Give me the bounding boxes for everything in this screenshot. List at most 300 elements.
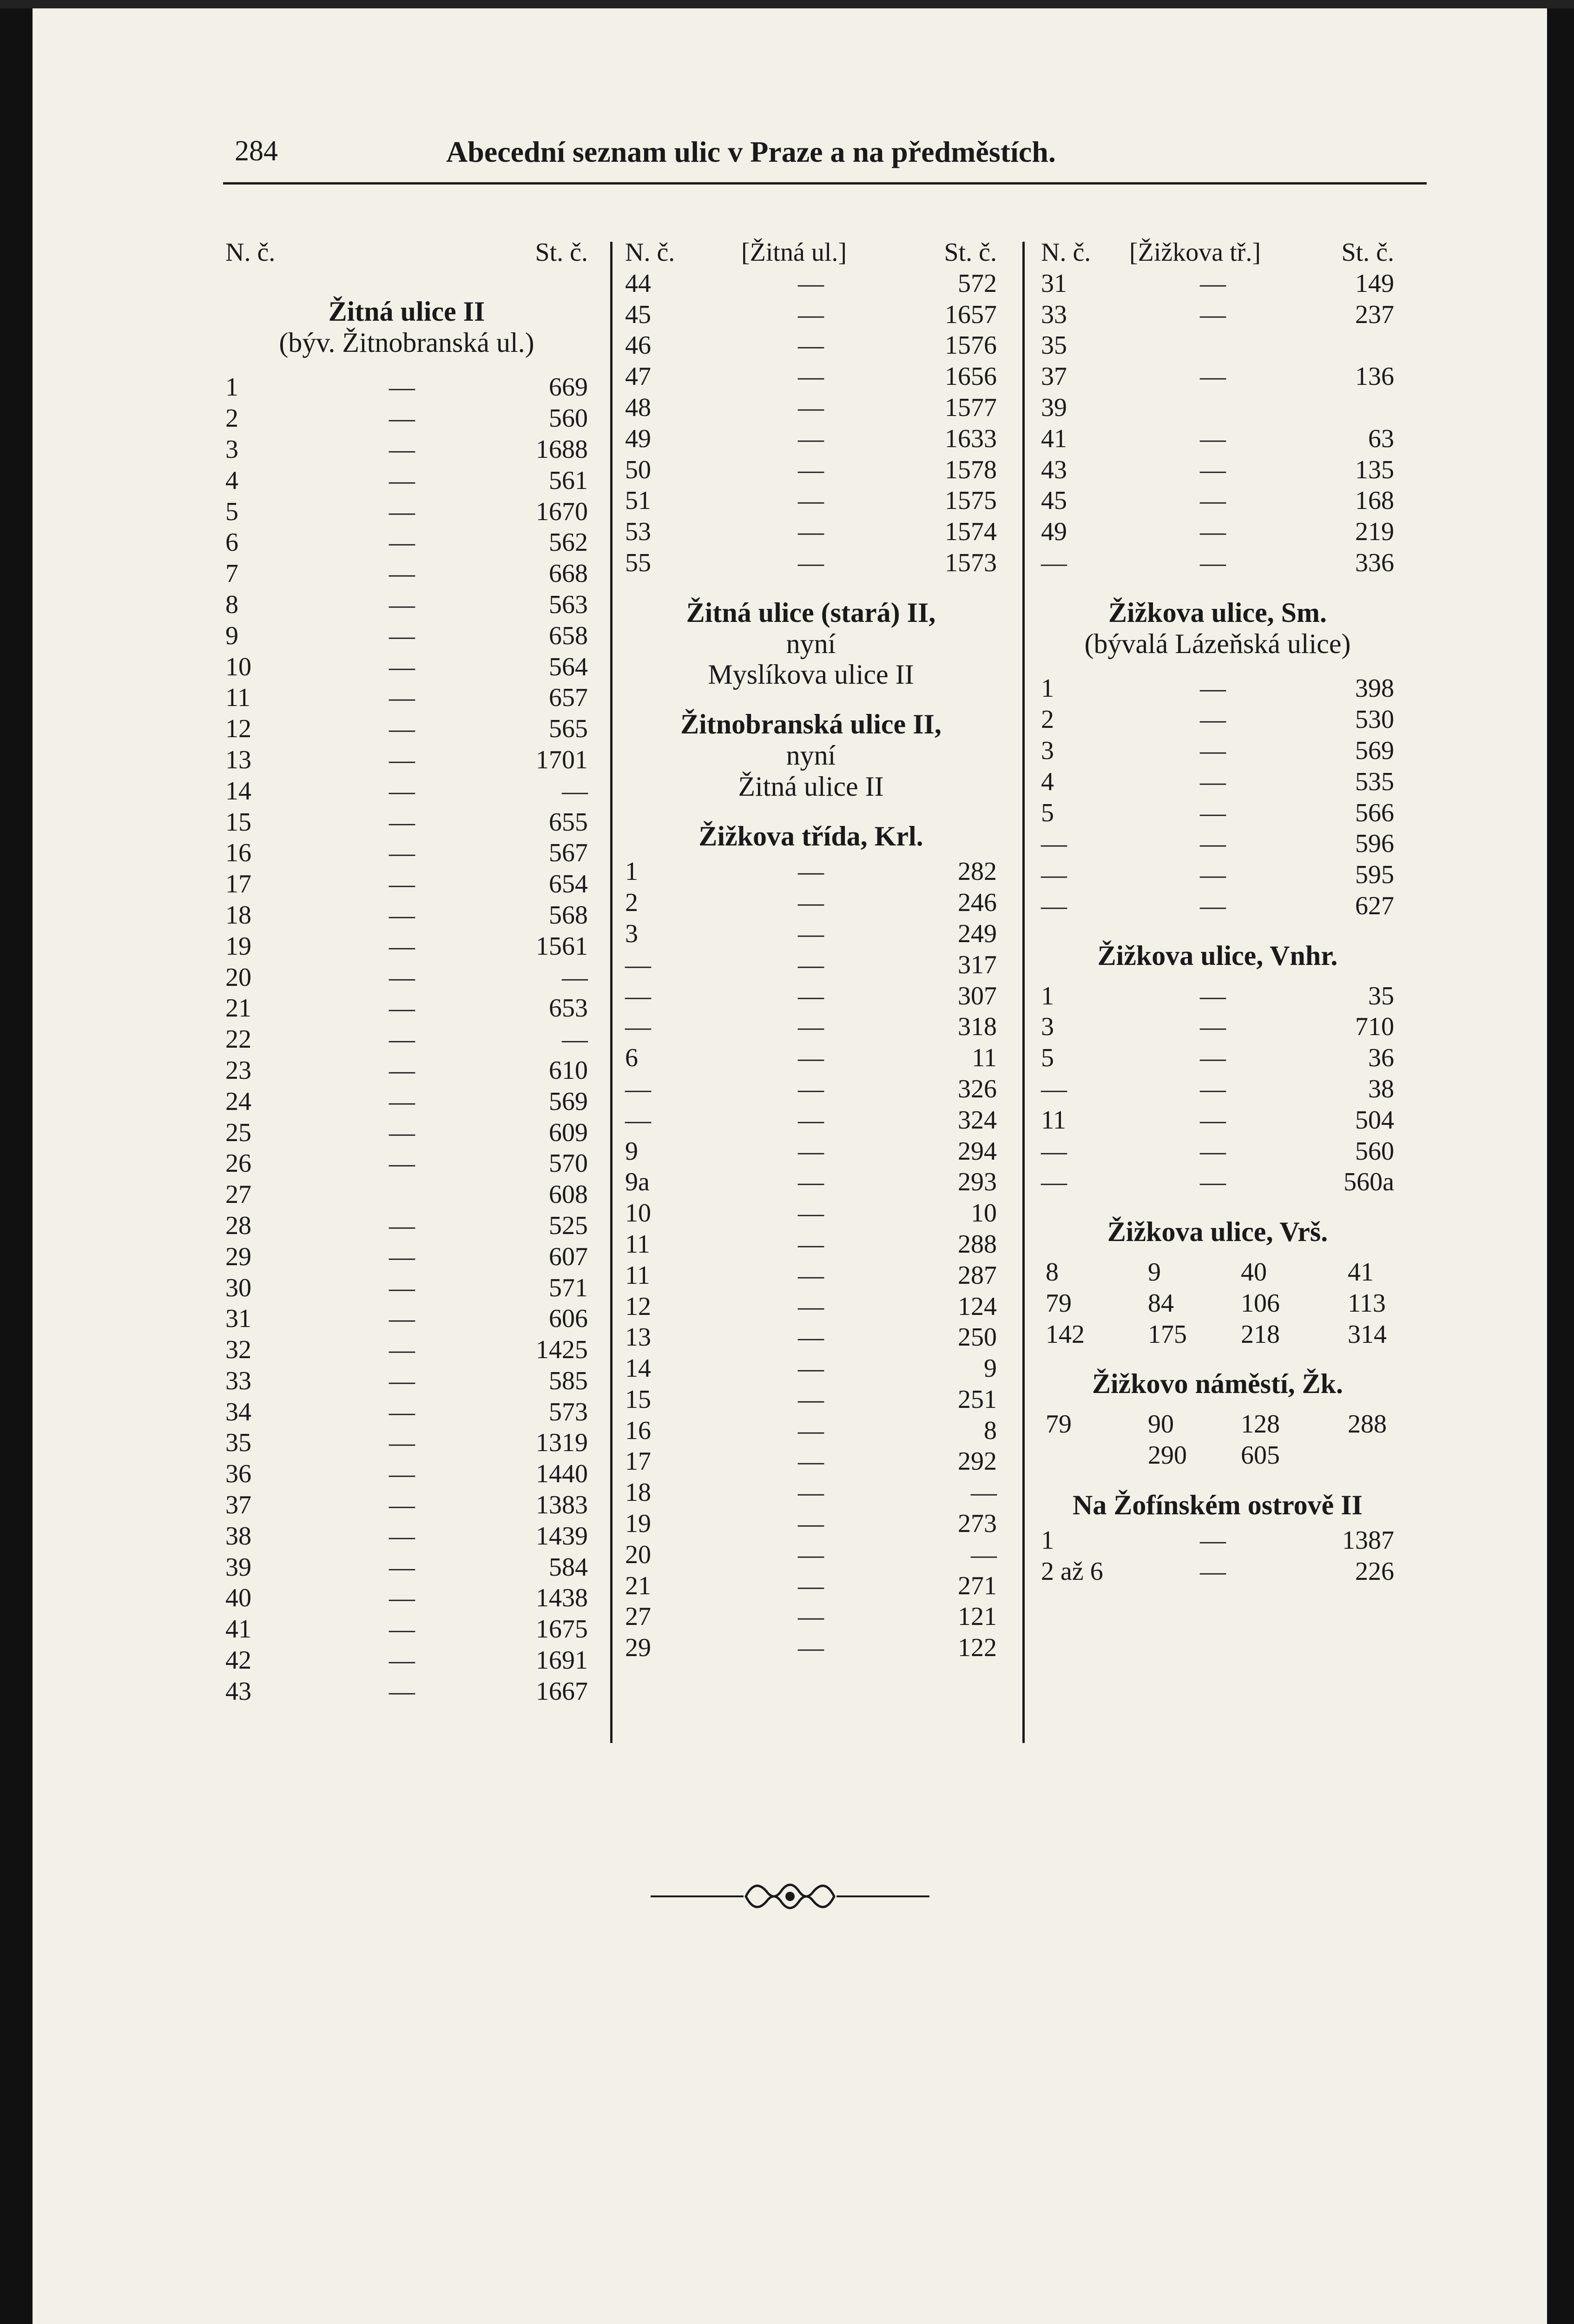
- section-subheading: nyní: [786, 739, 836, 771]
- dash-separator: —: [798, 1105, 824, 1135]
- street-number: 1675: [536, 1615, 588, 1644]
- house-number: 51: [625, 486, 651, 515]
- table-row: [225, 962, 588, 993]
- section-heading: Žižkova ulice, Vrš.: [1107, 1216, 1328, 1248]
- street-number: —: [562, 1025, 588, 1054]
- section-heading: Žitná ulice (stará) II,: [686, 597, 936, 628]
- table-row: [1041, 455, 1394, 486]
- grid-number: 84: [1148, 1288, 1174, 1318]
- street-number: 585: [549, 1366, 588, 1395]
- street-number: 168: [1355, 486, 1394, 515]
- street-number: 573: [549, 1397, 588, 1426]
- dash-separator: —: [389, 1615, 415, 1644]
- street-number: 566: [1355, 798, 1394, 827]
- table-row: [625, 1353, 997, 1384]
- running-header: [235, 135, 1434, 177]
- house-number: 1: [1041, 674, 1054, 703]
- street-number: 1576: [945, 331, 997, 360]
- house-number: 47: [625, 362, 651, 391]
- table-row: [625, 1229, 997, 1260]
- house-number: 5: [225, 497, 238, 526]
- street-number: 273: [958, 1509, 997, 1538]
- house-number: 49: [625, 424, 651, 453]
- table-row: [625, 918, 997, 950]
- table-row: [625, 1136, 997, 1167]
- table-row: [225, 621, 588, 652]
- house-number: 3: [1041, 736, 1054, 765]
- house-number: 49: [1041, 517, 1067, 547]
- table-row: [625, 1571, 997, 1602]
- house-number: 30: [225, 1273, 251, 1302]
- house-number: 37: [1041, 362, 1067, 391]
- street-number: 568: [549, 900, 588, 930]
- house-number: 17: [625, 1447, 651, 1476]
- dash-separator: —: [1200, 455, 1226, 484]
- house-number: 2: [225, 404, 238, 433]
- dash-separator: —: [1200, 362, 1226, 391]
- table-row: [625, 485, 997, 516]
- grid-number: 288: [1348, 1410, 1387, 1439]
- column-header-street-number: St. č.: [1341, 238, 1394, 267]
- dash-separator: —: [389, 1397, 415, 1426]
- street-number: 219: [1355, 517, 1394, 547]
- dash-separator: —: [798, 1385, 824, 1414]
- dash-separator: —: [389, 1552, 415, 1582]
- column-1-header: [225, 237, 588, 268]
- street-number: 530: [1355, 705, 1394, 734]
- table-row: [1041, 1556, 1394, 1587]
- house-number: 41: [225, 1615, 251, 1644]
- page-edge-left: [0, 0, 33, 2324]
- dash-separator: —: [798, 1136, 824, 1166]
- dash-separator: —: [798, 517, 824, 547]
- street-number: 584: [549, 1552, 588, 1582]
- street-number: 560a: [1343, 1168, 1394, 1197]
- column-3: [1041, 237, 1394, 1587]
- running-title: Abecední seznam ulic v Praze a na předměstích.: [446, 135, 1056, 168]
- table-row: [225, 993, 588, 1024]
- house-number: 40: [225, 1584, 251, 1613]
- street-number: —: [562, 963, 588, 992]
- street-number: 565: [549, 714, 588, 744]
- number-grid-row: [1041, 1440, 1394, 1471]
- street-number: 1691: [536, 1646, 588, 1675]
- house-number: 18: [225, 900, 251, 930]
- table-row: [1041, 299, 1394, 330]
- table-row: [225, 1366, 588, 1397]
- column-header-street-number: St. č.: [535, 238, 588, 267]
- dash-separator: —: [389, 900, 415, 930]
- grid-number: 106: [1241, 1288, 1280, 1318]
- section-subheading: Myslíkova ulice II: [708, 659, 914, 690]
- house-number: 43: [1041, 455, 1067, 484]
- street-number: 1633: [945, 424, 997, 453]
- dash-separator: —: [798, 1168, 824, 1197]
- street-number: 658: [549, 621, 588, 650]
- street-number: 237: [1355, 300, 1394, 329]
- street-number: 595: [1355, 860, 1394, 890]
- table-row: [625, 1011, 997, 1043]
- table-row: [225, 1303, 588, 1334]
- dash-separator: —: [1200, 1012, 1226, 1042]
- street-number: —: [971, 1540, 997, 1569]
- street-number: 653: [549, 994, 588, 1023]
- house-number: 13: [625, 1323, 651, 1352]
- dash-separator: —: [389, 745, 415, 774]
- section-heading: Na Žofínském ostrově II: [1073, 1489, 1363, 1520]
- dash-separator: —: [798, 548, 824, 577]
- street-number: 1578: [945, 455, 997, 484]
- street-number: 251: [958, 1385, 997, 1414]
- house-number: 26: [225, 1149, 251, 1178]
- table-row: [225, 558, 588, 589]
- dash-separator: —: [389, 1521, 415, 1551]
- house-number: 44: [625, 269, 651, 298]
- house-number: 4: [225, 466, 238, 495]
- dash-separator: —: [389, 807, 415, 837]
- dash-separator: —: [798, 1012, 824, 1042]
- table-row: [625, 1167, 997, 1198]
- table-row: [625, 1322, 997, 1353]
- street-number: 567: [549, 838, 588, 868]
- house-number: 34: [225, 1397, 251, 1426]
- house-number: 45: [625, 300, 651, 329]
- table-row: [225, 1552, 588, 1583]
- page-edge-top: [0, 0, 1574, 8]
- dash-separator: —: [1200, 300, 1226, 329]
- dash-separator: —: [1200, 829, 1226, 858]
- street-number: 8: [984, 1416, 997, 1445]
- table-row: [625, 1074, 997, 1105]
- dash-separator: —: [389, 373, 415, 402]
- house-number: 3: [625, 919, 638, 948]
- table-row: [225, 1117, 588, 1149]
- number-grid-row: [1041, 1319, 1394, 1350]
- house-number: 35: [1041, 331, 1067, 360]
- table-row: [225, 1024, 588, 1055]
- table-row: [225, 652, 588, 683]
- house-number: 48: [625, 393, 651, 422]
- table-row: [225, 1490, 588, 1521]
- dash-separator: —: [389, 435, 415, 464]
- grid-number: 218: [1241, 1320, 1280, 1349]
- dash-separator: —: [389, 1584, 415, 1613]
- table-row: [1041, 798, 1394, 829]
- street-number: 608: [549, 1180, 588, 1209]
- street-number: 282: [958, 857, 997, 886]
- dash-separator: —: [389, 1025, 415, 1054]
- house-number: —: [625, 1105, 651, 1135]
- table-row: [1041, 361, 1394, 392]
- house-number: —: [1041, 829, 1067, 858]
- table-row: [1041, 1105, 1394, 1136]
- table-row: [225, 1521, 588, 1552]
- table-row: [225, 1179, 588, 1210]
- street-number: 606: [549, 1304, 588, 1334]
- dash-separator: —: [1200, 1526, 1226, 1555]
- dash-separator: —: [389, 963, 415, 992]
- street-number: 569: [1355, 736, 1394, 765]
- house-number: 15: [625, 1385, 651, 1414]
- section-heading: Žitná ulice II: [328, 296, 485, 327]
- house-number: 18: [625, 1478, 651, 1507]
- house-number: 39: [225, 1552, 251, 1582]
- dash-separator: —: [1200, 860, 1226, 890]
- house-number: 1: [625, 857, 638, 886]
- table-row: [225, 869, 588, 900]
- house-number: 27: [225, 1180, 251, 1209]
- table-row: [225, 1055, 588, 1086]
- dash-separator: —: [798, 393, 824, 422]
- dash-separator: —: [1200, 1136, 1226, 1166]
- dash-separator: —: [798, 424, 824, 453]
- house-number: 31: [225, 1304, 251, 1334]
- house-number: 9a: [625, 1168, 650, 1197]
- street-number: 1575: [945, 486, 997, 515]
- house-number: —: [625, 1012, 651, 1042]
- section-heading: Žitnobranská ulice II,: [680, 709, 942, 740]
- street-number: 560: [1355, 1136, 1394, 1166]
- house-number: 21: [225, 994, 251, 1023]
- page-number: 284: [235, 135, 278, 167]
- house-number: —: [1041, 548, 1067, 577]
- street-number: 710: [1355, 1012, 1394, 1042]
- grid-number: 290: [1148, 1440, 1187, 1470]
- house-number: 22: [225, 1025, 251, 1054]
- page-edge-right: [1547, 0, 1574, 2324]
- street-number: 1439: [536, 1521, 588, 1551]
- table-row: [225, 1583, 588, 1614]
- street-number: 570: [549, 1149, 588, 1178]
- street-number: 246: [958, 888, 997, 918]
- street-number: 122: [958, 1633, 997, 1663]
- grid-number: 8: [1046, 1257, 1059, 1287]
- dash-separator: —: [389, 1242, 415, 1271]
- table-row: [1041, 392, 1394, 423]
- dash-separator: —: [389, 528, 415, 557]
- house-number: 27: [625, 1602, 651, 1631]
- dash-separator: —: [798, 1074, 824, 1103]
- house-number: 37: [225, 1491, 251, 1520]
- table-row: [225, 713, 588, 745]
- table-row: [225, 1397, 588, 1428]
- street-number: 535: [1355, 767, 1394, 796]
- table-row: [625, 1384, 997, 1415]
- dash-separator: —: [798, 981, 824, 1010]
- table-row: [225, 900, 588, 931]
- table-row: [625, 1477, 997, 1508]
- street-number: 654: [549, 870, 588, 899]
- dash-separator: —: [798, 1354, 824, 1383]
- house-number: 41: [1041, 424, 1067, 453]
- table-row: [225, 1210, 588, 1241]
- table-row: [225, 465, 588, 496]
- house-number: 46: [625, 331, 651, 360]
- dash-separator: —: [389, 870, 415, 899]
- table-row: [1041, 1136, 1394, 1167]
- house-number: 5: [1041, 798, 1054, 827]
- house-number: 1: [225, 373, 238, 402]
- street-number: 307: [958, 981, 997, 1010]
- dash-separator: —: [1200, 1105, 1226, 1135]
- street-number: 562: [549, 528, 588, 557]
- dash-separator: —: [389, 621, 415, 650]
- house-number: 55: [625, 548, 651, 577]
- table-row: [1041, 1167, 1394, 1198]
- dash-separator: —: [389, 1677, 415, 1706]
- dash-separator: —: [389, 1211, 415, 1240]
- column-2-header: [625, 237, 997, 268]
- street-number: 668: [549, 559, 588, 588]
- table-row: [625, 1198, 997, 1229]
- house-number: 2: [625, 888, 638, 918]
- house-number: 38: [225, 1521, 251, 1551]
- table-row: [1041, 1525, 1394, 1556]
- dash-separator: —: [798, 1447, 824, 1476]
- section-heading: Žižkova ulice, Sm.: [1108, 597, 1327, 628]
- table-row: [1041, 766, 1394, 798]
- house-number: —: [625, 1074, 651, 1103]
- dash-separator: —: [798, 1043, 824, 1073]
- street-number: 271: [958, 1571, 997, 1600]
- table-row: [1041, 268, 1394, 299]
- street-number: 596: [1355, 829, 1394, 858]
- street-number: 1577: [945, 393, 997, 422]
- house-number: 3: [225, 435, 238, 464]
- house-number: 24: [225, 1087, 251, 1116]
- dash-separator: —: [389, 683, 415, 713]
- street-number: 9: [984, 1354, 997, 1383]
- street-number: 564: [549, 652, 588, 681]
- dash-separator: —: [1200, 517, 1226, 547]
- house-number: 42: [225, 1646, 251, 1675]
- table-row: [1041, 1074, 1394, 1105]
- dash-separator: —: [798, 1199, 824, 1228]
- street-number: 572: [958, 269, 997, 298]
- dash-separator: —: [1200, 486, 1226, 515]
- street-number: 10: [971, 1199, 997, 1228]
- table-row: [625, 1446, 997, 1477]
- table-row: [1041, 704, 1394, 735]
- column-divider-2: [1022, 242, 1025, 1743]
- house-number: —: [625, 950, 651, 979]
- dash-separator: —: [389, 1056, 415, 1085]
- house-number: 19: [625, 1509, 651, 1538]
- table-row: [225, 589, 588, 621]
- street-number: 38: [1368, 1074, 1394, 1103]
- house-number: 6: [225, 528, 238, 557]
- dash-separator: —: [389, 1459, 415, 1489]
- street-number: 669: [549, 373, 588, 402]
- house-number: 25: [225, 1118, 251, 1147]
- column-1: [225, 237, 588, 1707]
- house-number: 10: [225, 652, 251, 681]
- house-number: 31: [1041, 269, 1067, 298]
- dash-separator: —: [798, 269, 824, 298]
- table-row: [625, 330, 997, 361]
- table-row: [625, 1415, 997, 1446]
- street-number: 1656: [945, 362, 997, 391]
- dash-separator: —: [1200, 981, 1226, 1010]
- house-number: 28: [225, 1211, 251, 1240]
- section-subheading: (bývalá Lázeňská ulice): [1084, 628, 1351, 659]
- house-number: 20: [625, 1540, 651, 1569]
- house-number: 32: [225, 1335, 251, 1365]
- street-number: 287: [958, 1261, 997, 1290]
- street-number: 1657: [945, 300, 997, 329]
- number-grid-row: [1041, 1409, 1394, 1440]
- table-row: [625, 268, 997, 299]
- table-row: [225, 1614, 588, 1645]
- house-number: 23: [225, 1056, 251, 1085]
- table-row: [225, 807, 588, 838]
- table-row: [225, 1334, 588, 1366]
- dash-separator: —: [1200, 674, 1226, 703]
- house-number: 13: [225, 745, 251, 774]
- street-number: 124: [958, 1292, 997, 1321]
- table-row: [625, 1260, 997, 1291]
- street-number: 1319: [536, 1428, 588, 1458]
- house-number: 7: [225, 559, 238, 588]
- grid-number: 79: [1046, 1410, 1072, 1439]
- house-number: 14: [225, 776, 251, 805]
- house-number: 50: [625, 455, 651, 484]
- dash-separator: —: [798, 919, 824, 948]
- grid-number: 79: [1046, 1288, 1072, 1318]
- house-number: 11: [1041, 1105, 1066, 1135]
- column-header-street: [Žižkova tř.]: [1129, 238, 1261, 267]
- house-number: 29: [625, 1633, 651, 1663]
- house-number: 2 až 6: [1041, 1557, 1103, 1586]
- dash-separator: —: [389, 1428, 415, 1458]
- street-number: 569: [549, 1087, 588, 1116]
- house-number: 14: [625, 1354, 651, 1383]
- table-row: [1041, 828, 1394, 859]
- street-number: 121: [958, 1602, 997, 1631]
- grid-number: 142: [1046, 1320, 1085, 1349]
- table-row: [625, 423, 997, 455]
- table-row: [225, 1427, 588, 1459]
- table-row: [1041, 548, 1394, 579]
- house-number: 4: [1041, 767, 1054, 796]
- house-number: 29: [225, 1242, 251, 1271]
- table-row: [225, 1273, 588, 1304]
- street-number: —: [562, 776, 588, 805]
- column-header-number: N. č.: [225, 238, 276, 267]
- street-number: 318: [958, 1012, 997, 1042]
- house-number: 33: [225, 1366, 251, 1395]
- house-number: 9: [625, 1136, 638, 1166]
- dash-separator: —: [798, 888, 824, 918]
- dash-separator: —: [389, 1491, 415, 1520]
- dash-separator: —: [798, 1540, 824, 1569]
- column-header-street: [Žitná ul.]: [741, 238, 847, 267]
- grid-number: 41: [1348, 1257, 1374, 1287]
- dash-separator: —: [389, 1149, 415, 1178]
- dash-separator: —: [389, 1087, 415, 1116]
- table-row: [1041, 423, 1394, 455]
- house-number: —: [1041, 891, 1067, 920]
- table-row: [225, 776, 588, 807]
- street-number: 655: [549, 807, 588, 837]
- table-row: [1041, 673, 1394, 704]
- section-subheading: Žitná ulice II: [738, 771, 884, 802]
- dash-separator: —: [1200, 424, 1226, 453]
- table-row: [225, 1148, 588, 1179]
- dash-separator: —: [1200, 1043, 1226, 1073]
- table-row: [625, 950, 997, 981]
- dash-separator: —: [798, 300, 824, 329]
